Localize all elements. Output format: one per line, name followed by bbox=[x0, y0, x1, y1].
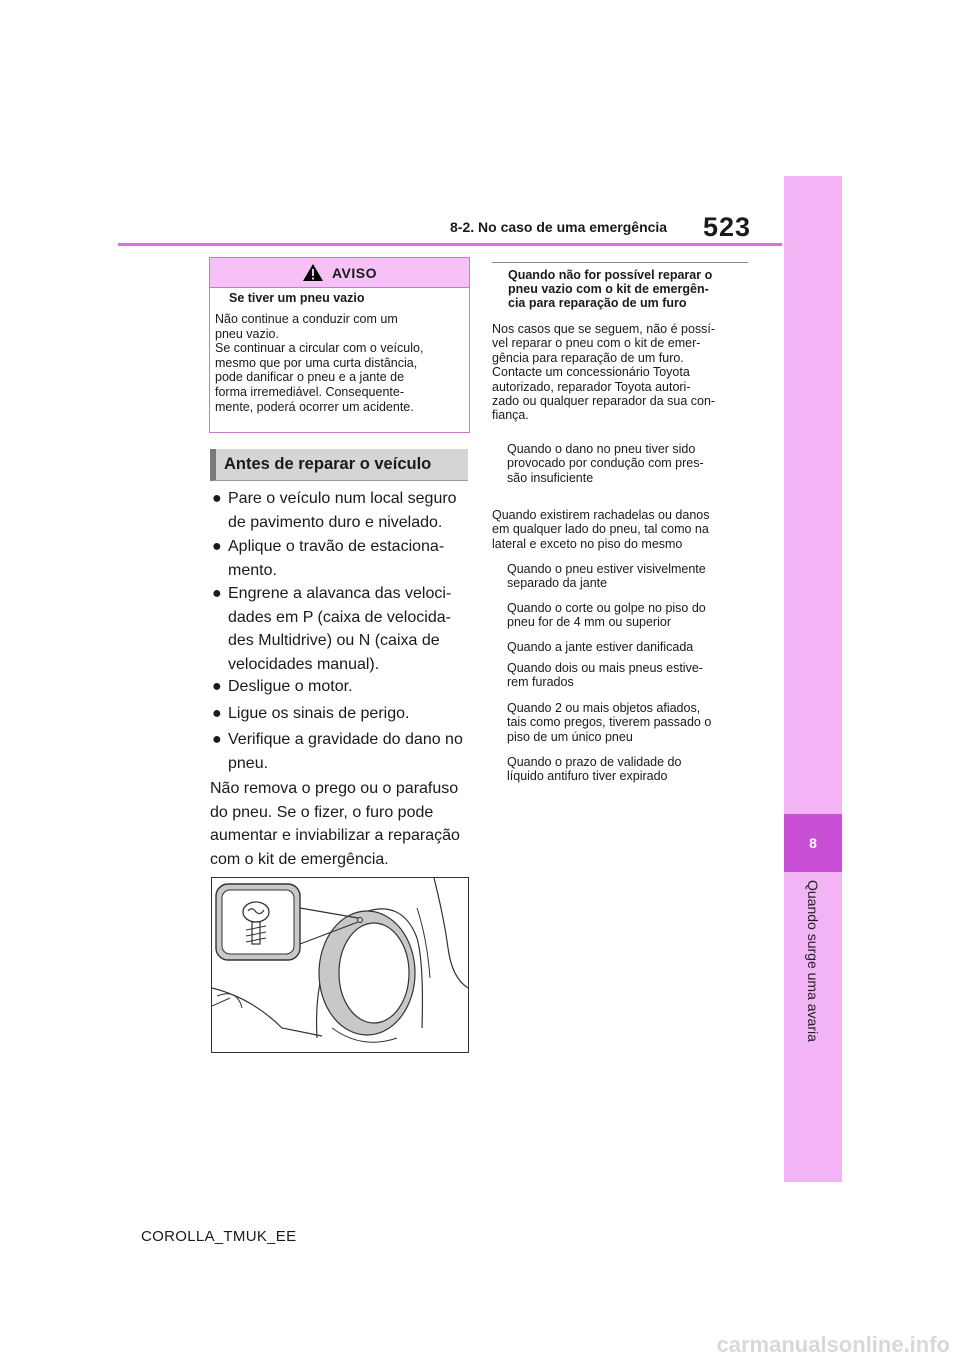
section-heading bbox=[210, 449, 468, 481]
condition-item bbox=[507, 661, 747, 690]
bullet-line: Aplique o travão de estaciona- bbox=[228, 538, 445, 555]
warning-line: mesmo que por uma curta distância, bbox=[215, 355, 418, 370]
bullet-item bbox=[212, 535, 478, 582]
bullet-line: Desligue o motor. bbox=[228, 678, 353, 695]
item-line: Quando o pneu estiver visivelmente bbox=[507, 562, 706, 576]
bullet-item bbox=[212, 675, 478, 699]
warning-line: Não continue a conduzir com um bbox=[215, 312, 398, 326]
mid-line: Quando existirem rachadelas ou danos bbox=[492, 508, 710, 522]
watermark-logo bbox=[0, 1330, 960, 1358]
condition-item bbox=[507, 701, 747, 744]
chapter-number-badge bbox=[784, 814, 842, 872]
bullet-line: des Multidrive) ou N (caixa de bbox=[228, 632, 440, 649]
section-heading-text: Antes de reparar o veículo bbox=[224, 455, 432, 473]
body-line: fiança. bbox=[492, 408, 529, 423]
chapter-number: 8 bbox=[809, 835, 817, 851]
watermark-text: carmanualsonline.info bbox=[716, 1332, 950, 1357]
body-line: autorizado, reparador Toyota autori- bbox=[492, 379, 691, 394]
right-column-title bbox=[508, 268, 750, 311]
section-title: 8-2. No caso de uma emergência bbox=[450, 219, 668, 235]
item-line: provocado por condução com pres- bbox=[507, 456, 704, 471]
right-column-intro bbox=[492, 322, 754, 423]
bullet-icon: ● bbox=[212, 538, 222, 555]
body-line: zado ou qualquer reparador da sua con- bbox=[492, 394, 716, 409]
warning-header bbox=[210, 258, 469, 288]
item-line: separado da jante bbox=[507, 576, 608, 591]
bullet-line: dades em P (caixa de velocida- bbox=[228, 608, 451, 626]
bullet-icon: ● bbox=[212, 731, 222, 748]
warning-line: mente, poderá ocorrer um acidente. bbox=[215, 399, 414, 414]
title-line: pneu vazio com o kit de emergên- bbox=[508, 282, 709, 297]
item-line: rem furados bbox=[507, 675, 574, 690]
cracks-paragraph bbox=[492, 508, 754, 551]
item-line: líquido antifuro tiver expirado bbox=[507, 769, 668, 784]
warning-line: pode danificar o pneu e a jante de bbox=[215, 370, 405, 385]
condition-item bbox=[507, 442, 747, 485]
bullet-line: mento. bbox=[228, 561, 277, 579]
chapter-title-vertical bbox=[784, 880, 842, 1080]
title-line: Quando não for possível reparar o bbox=[508, 268, 713, 282]
left-paragraph bbox=[210, 777, 470, 871]
warning-line: pneu vazio. bbox=[215, 326, 279, 341]
mid-line: lateral e exceto no piso do mesmo bbox=[492, 536, 683, 551]
item-line: pneu for de 4 mm ou superior bbox=[507, 615, 671, 630]
warning-label: AVISO bbox=[331, 264, 378, 281]
item-line: Quando 2 ou mais objetos afiados, bbox=[507, 701, 701, 715]
bullet-line: velocidades manual). bbox=[228, 655, 380, 673]
page-number: 523 bbox=[703, 212, 752, 242]
condition-item bbox=[507, 601, 747, 630]
bullet-item bbox=[212, 728, 478, 775]
bullet-icon: ● bbox=[212, 490, 222, 507]
paragraph-line: do pneu. Se o fizer, o furo pode bbox=[210, 803, 434, 821]
body-line: vel reparar o pneu com o kit de emer- bbox=[492, 336, 701, 351]
bullet-line: Ligue os sinais de perigo. bbox=[228, 705, 410, 722]
paragraph-line: com o kit de emergência. bbox=[210, 850, 389, 868]
warning-triangle-icon bbox=[302, 263, 324, 282]
bullet-icon: ● bbox=[212, 678, 222, 695]
bullet-icon: ● bbox=[212, 705, 222, 722]
body-line: Nos casos que se seguem, não é possí- bbox=[492, 322, 716, 336]
warning-subtitle: Se tiver um pneu vazio bbox=[229, 291, 365, 305]
right-column-rule bbox=[492, 262, 748, 263]
item-line: piso de um único pneu bbox=[507, 729, 633, 744]
bullet-icon: ● bbox=[212, 585, 222, 602]
body-line: gência para reparação de um furo. bbox=[492, 350, 684, 365]
item-line: Quando dois ou mais pneus estive- bbox=[507, 661, 703, 675]
mid-line: em qualquer lado do pneu, tal como na bbox=[492, 522, 709, 537]
bullet-line: de pavimento duro e nivelado. bbox=[228, 513, 443, 531]
item-line: tais como pregos, tiverem passado o bbox=[507, 715, 712, 730]
title-line: cia para reparação de um furo bbox=[508, 296, 687, 311]
bullet-line: Engrene a alavanca das veloci- bbox=[228, 585, 452, 602]
bullet-line: pneu. bbox=[228, 754, 269, 772]
header-rule bbox=[118, 243, 782, 246]
item-line: Quando o dano no pneu tiver sido bbox=[507, 442, 696, 456]
condition-item bbox=[507, 640, 747, 654]
warning-line: Se continuar a circular com o veículo, bbox=[215, 341, 424, 356]
paragraph-line: aumentar e inviabilizar a reparação bbox=[210, 827, 460, 844]
body-line: Contacte um concessionário Toyota bbox=[492, 365, 690, 380]
warning-line: forma irremediável. Consequente- bbox=[215, 384, 404, 399]
tire-nail-illustration bbox=[211, 877, 469, 1053]
bullet-line: Pare o veículo num local seguro bbox=[228, 490, 457, 507]
item-line: Quando o corte ou golpe no piso do bbox=[507, 601, 706, 615]
bullet-item bbox=[212, 487, 478, 534]
condition-item bbox=[507, 755, 747, 784]
paragraph-line: Não remova o prego ou o parafuso bbox=[210, 780, 459, 797]
chapter-title-text: Quando surge uma avaria bbox=[805, 880, 821, 1042]
bullet-item bbox=[212, 702, 478, 726]
item-line: Quando o prazo de validade do bbox=[507, 755, 682, 769]
tire-illustration-svg bbox=[212, 878, 468, 1052]
condition-item bbox=[507, 562, 747, 591]
bullet-item bbox=[212, 582, 478, 676]
bullet-line: Verifique a gravidade do dano no bbox=[228, 731, 463, 748]
item-line: são insuficiente bbox=[507, 470, 594, 485]
warning-text bbox=[215, 312, 463, 414]
document-footer: COROLLA_TMUK_EE bbox=[141, 1228, 297, 1245]
item-line: Quando a jante estiver danificada bbox=[507, 640, 694, 654]
